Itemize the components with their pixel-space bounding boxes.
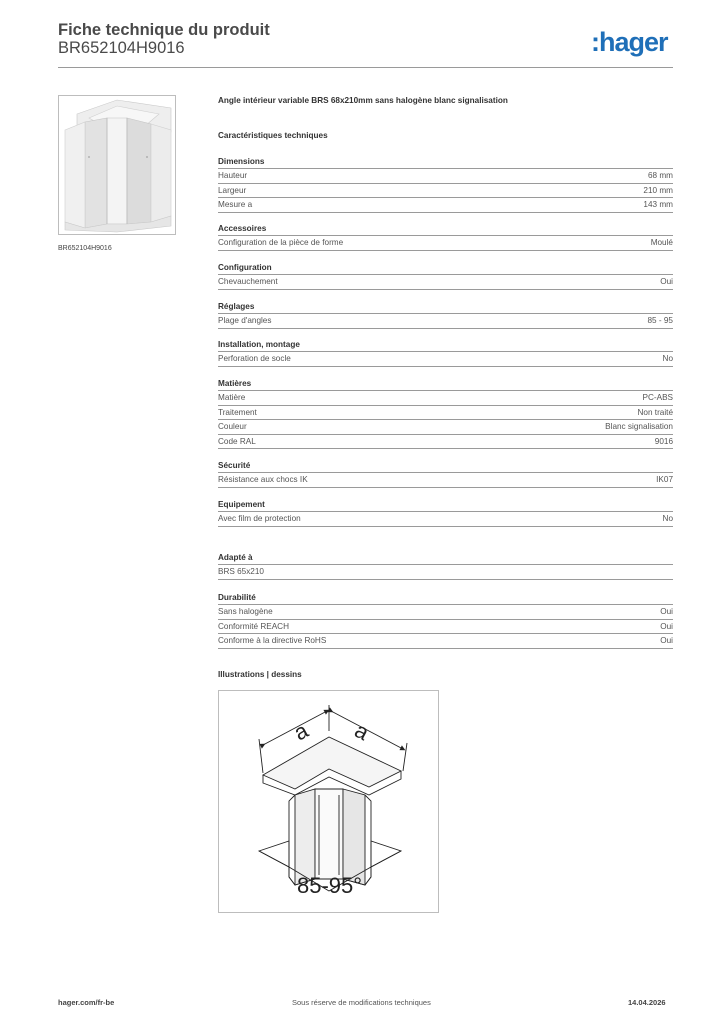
- spec-value: 85 - 95: [647, 316, 673, 325]
- footer-date: 14.04.2026: [628, 998, 666, 1007]
- spec-row: [218, 184, 673, 199]
- spec-label: Matière: [218, 393, 246, 402]
- product-photo: [58, 95, 176, 235]
- section-title: Equipement: [218, 497, 673, 512]
- spec-row: [218, 275, 673, 290]
- spec-row: [218, 406, 673, 421]
- spec-row: [218, 236, 673, 251]
- spec-label: Configuration de la pièce de forme: [218, 238, 344, 247]
- spec-label: Chevauchement: [218, 277, 278, 286]
- spec-value: IK07: [656, 475, 673, 484]
- svg-text::hager: :hager: [591, 27, 668, 57]
- spec-row: [218, 565, 673, 580]
- section-title: Adapté à: [218, 550, 673, 565]
- spec-value: 9016: [654, 436, 673, 446]
- product-description: Angle intérieur variable BRS 68x210mm sans halogène blanc signalisation: [218, 96, 508, 105]
- spec-label: Hauteur: [218, 171, 248, 180]
- spec-value: PC-ABS: [642, 393, 673, 402]
- spec-row: [218, 169, 673, 184]
- page-title: Fiche technique du produit: [58, 21, 270, 39]
- spec-value: Non traité: [637, 407, 673, 417]
- specs-heading: Caractéristiques techniques: [218, 131, 328, 140]
- section-configuration: [218, 260, 673, 290]
- section-title: Sécurité: [218, 458, 673, 473]
- technical-drawing-svg: [219, 691, 438, 912]
- spec-value: Oui: [660, 636, 673, 645]
- spec-row: [218, 435, 673, 450]
- spec-value: Oui: [660, 277, 673, 286]
- spec-label: Résistance aux chocs IK: [218, 475, 308, 484]
- spec-label: Perforation de socle: [218, 354, 291, 363]
- spec-value: No: [662, 514, 673, 523]
- product-reference: BR652104H9016: [58, 39, 185, 57]
- spec-row: [218, 634, 673, 649]
- dimension-label-right: a: [350, 717, 374, 746]
- section-equipement: [218, 497, 673, 527]
- spec-label: Conforme à la directive RoHS: [218, 636, 327, 645]
- spec-row: [218, 352, 673, 367]
- section-title: Accessoires: [218, 221, 673, 236]
- section-title: Matières: [218, 376, 673, 391]
- spec-value: No: [662, 354, 673, 363]
- section-accessoires: [218, 221, 673, 251]
- section-securite: [218, 458, 673, 488]
- spec-label: Plage d'angles: [218, 316, 272, 325]
- header-divider: [58, 67, 673, 68]
- spec-label: Conformité REACH: [218, 621, 289, 631]
- angle-range-label: 85-95°: [297, 873, 363, 898]
- spec-value: Blanc signalisation: [605, 422, 673, 431]
- spec-row: [218, 605, 673, 620]
- spec-row: [218, 198, 673, 213]
- spec-row: [218, 620, 673, 635]
- section-title: Durabilité: [218, 590, 673, 605]
- spec-row: [218, 512, 673, 527]
- section-adapte: [218, 550, 673, 580]
- spec-row: [218, 473, 673, 488]
- photo-caption: BR652104H9016: [58, 245, 112, 252]
- dimension-label-left: a: [289, 717, 313, 746]
- section-title: Dimensions: [218, 154, 673, 169]
- hager-logo: [591, 26, 675, 60]
- technical-drawing: [218, 690, 439, 913]
- spec-label: Code RAL: [218, 436, 256, 446]
- section-matieres: [218, 376, 673, 449]
- section-title: Configuration: [218, 260, 673, 275]
- section-dimensions: [218, 154, 673, 213]
- spec-label: Mesure a: [218, 200, 253, 209]
- spec-value: Moulé: [650, 238, 673, 247]
- spec-value: Oui: [660, 607, 673, 616]
- section-title: Réglages: [218, 299, 673, 314]
- spec-row: [218, 391, 673, 406]
- spec-value: 210 mm: [643, 185, 673, 195]
- spec-label: Couleur: [218, 422, 247, 431]
- spec-label: Avec film de protection: [218, 514, 301, 523]
- spec-value: 68 mm: [647, 171, 673, 180]
- spec-row: [218, 314, 673, 329]
- section-title: Installation, montage: [218, 337, 673, 352]
- spec-label: Traitement: [218, 407, 257, 417]
- section-durabilite: [218, 590, 673, 649]
- spec-value: Oui: [660, 621, 673, 631]
- illustrations-title: Illustrations | dessins: [218, 670, 302, 679]
- section-reglages: [218, 299, 673, 329]
- footer-website: hager.com/fr-be: [58, 998, 115, 1007]
- spec-label: Sans halogène: [218, 607, 273, 616]
- spec-value: 143 mm: [643, 200, 673, 209]
- product-photo-image: [59, 96, 175, 234]
- spec-row: [218, 420, 673, 435]
- section-installation: [218, 337, 673, 367]
- footer-disclaimer: Sous réserve de modifications techniques: [292, 998, 431, 1007]
- spec-label: BRS 65x210: [218, 567, 264, 576]
- spec-label: Largeur: [218, 185, 247, 195]
